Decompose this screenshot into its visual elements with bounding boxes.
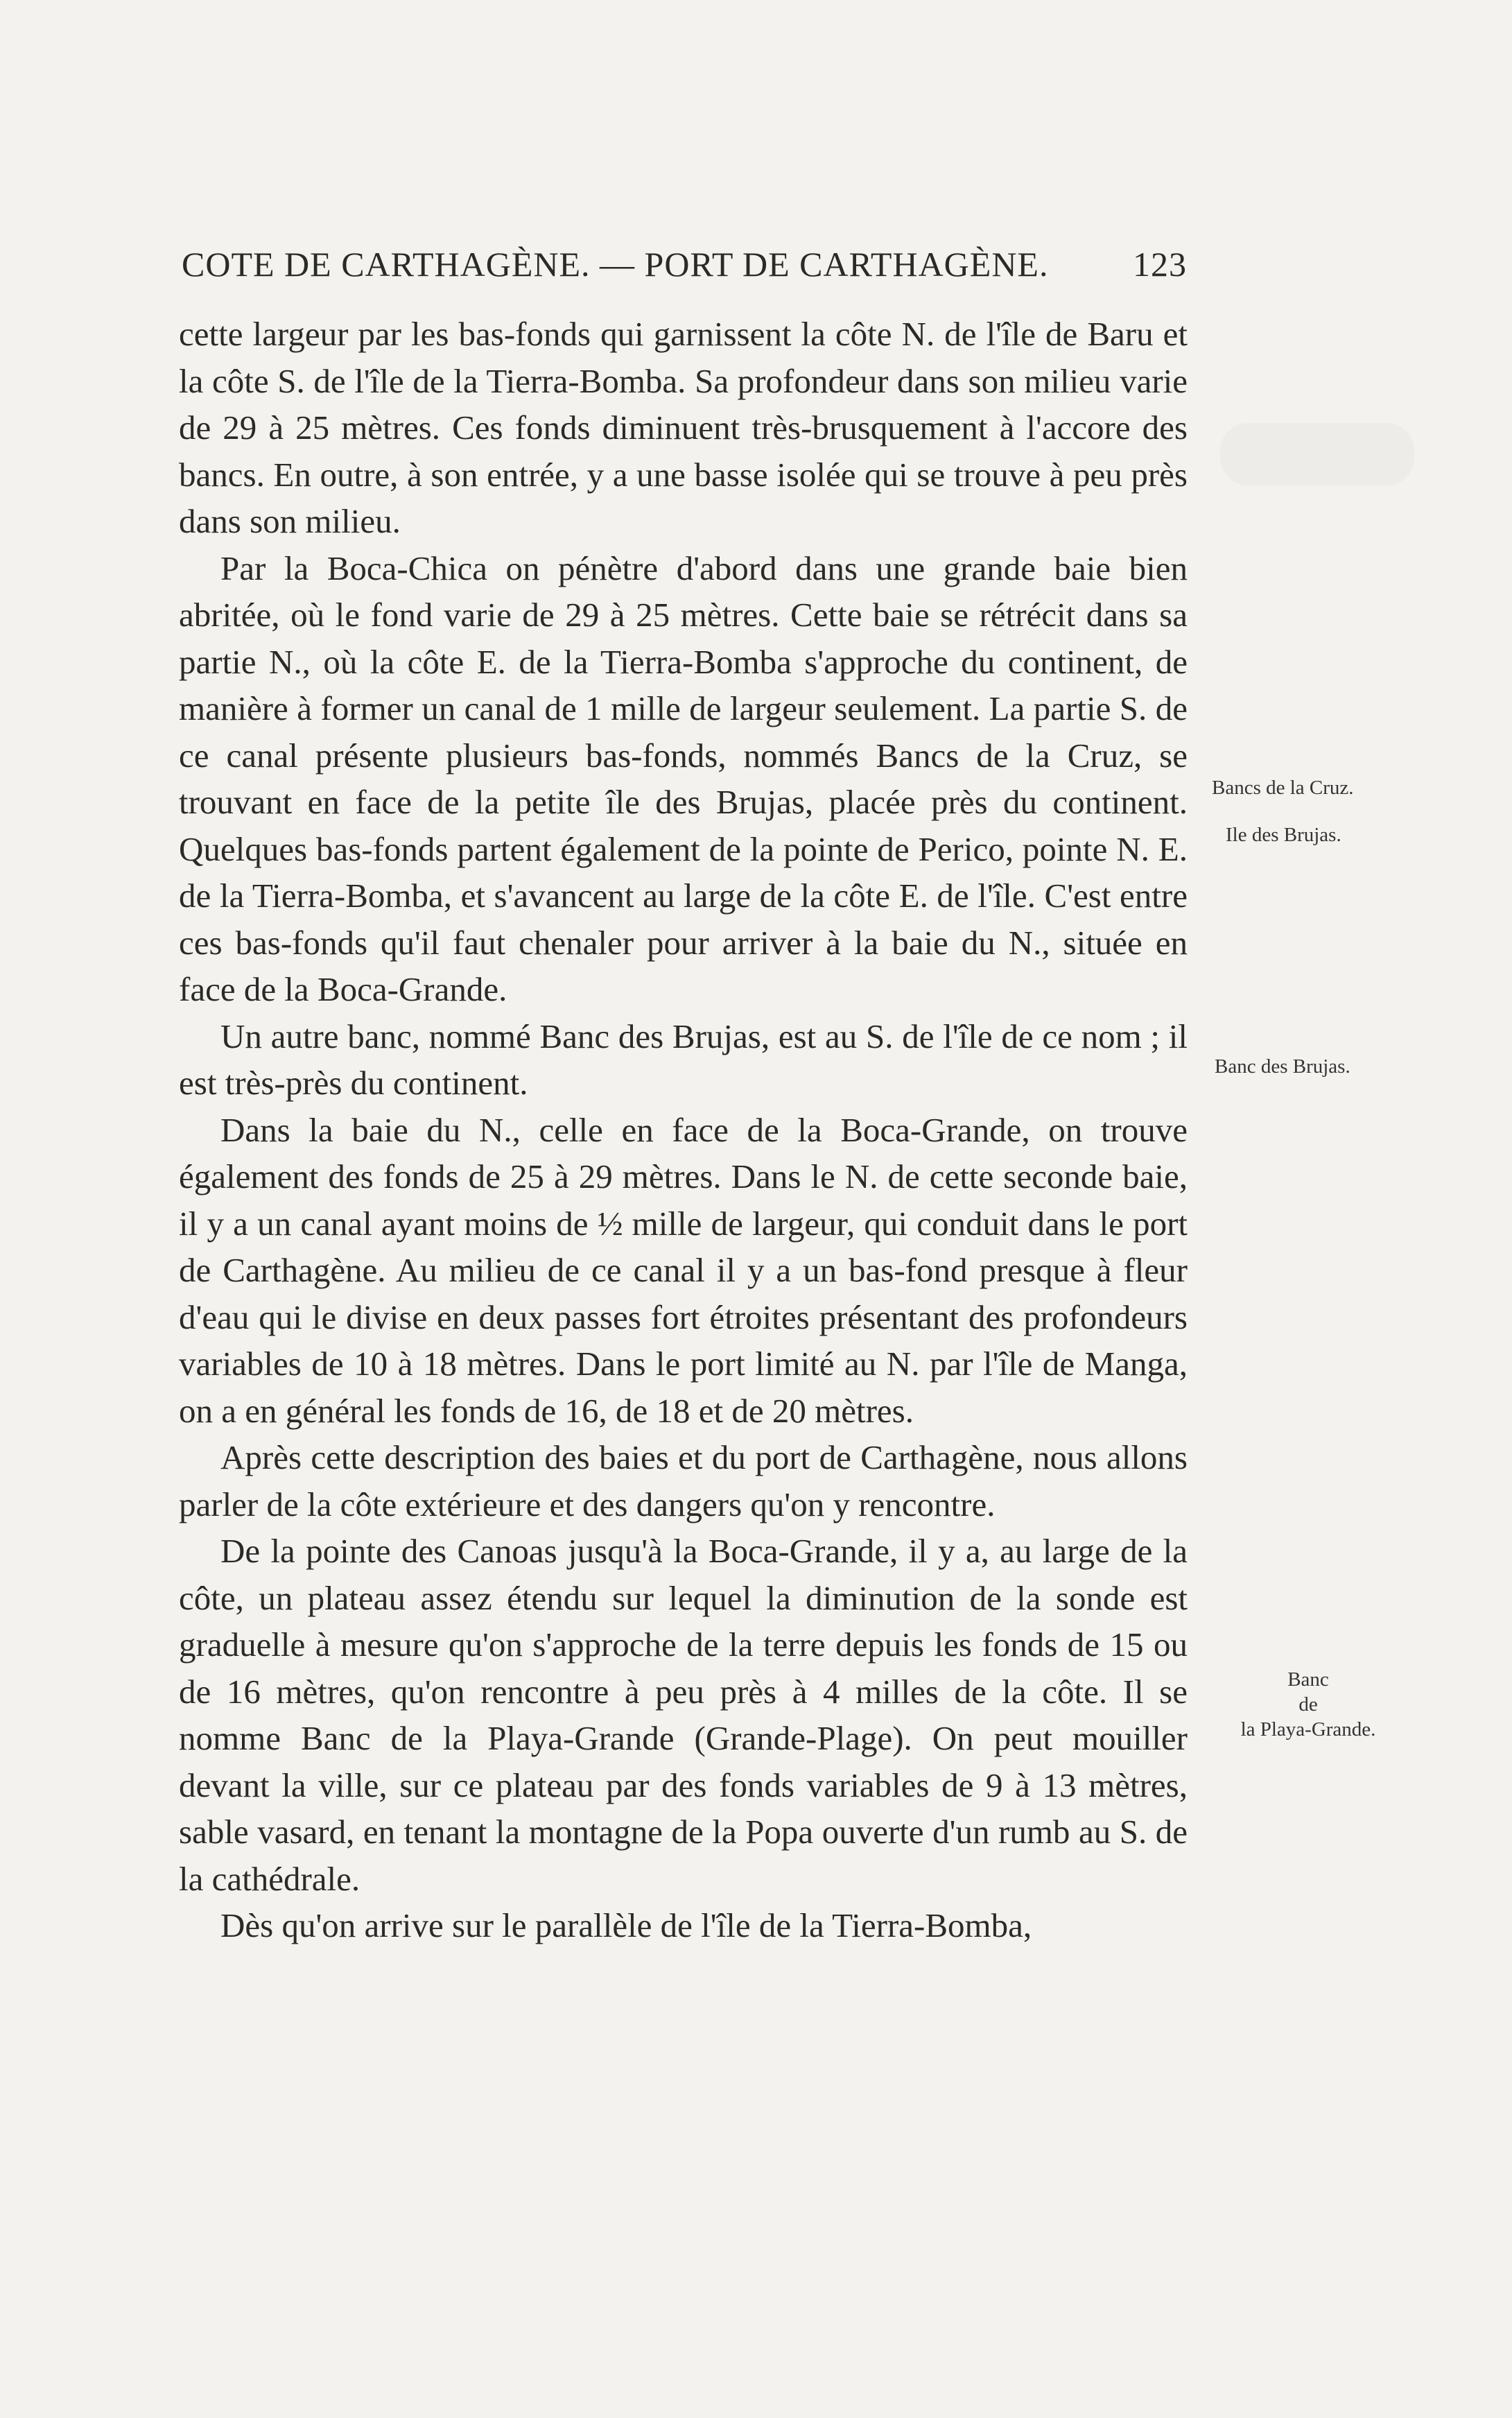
page-number: 123: [1133, 245, 1187, 284]
running-header: [182, 244, 1187, 293]
paragraph: Après cette description des baies et du port de Carthagène, nous allons parler de la côte extérieure et des dangers qu'on y rencontre.: [179, 1438, 1188, 1523]
margin-note-ile-brujas: Ile des Brujas.: [1226, 824, 1341, 846]
margin-note-banc-playa-grande: [1215, 1667, 1402, 1742]
paragraph: cette largeur par les bas-fonds qui garnissent la côte N. de l'île de Baru et la côte S. de l'île de la Tierra-Bomba. Sa profondeur dans son milieu varie de 29 à 25 mètres. Ces fonds diminuent très-brusquement à l'accore des bancs. En outre, à son entrée, y a une basse isolée qui se trouve à peu près dans son milieu.: [179, 315, 1188, 540]
margin-note-line: Banc: [1287, 1668, 1329, 1691]
paragraph: Par la Boca-Chica on pénètre d'abord dans une grande baie bien abritée, où le fond varie de 29 à 25 mètres. Cette baie se rétrécit dans sa partie N., où la côte E. de la Tierra-Bomba s'approche du continent, de manière à former un canal de 1 mille de largeur seulement. La partie S. de ce canal présente plusieurs bas-fonds, nommés Bancs de la Cruz, se trouvant en face de la petite île des Brujas, placée près du continent. Quelques bas-fonds partent également de la pointe de Perico, pointe N. E. de la Tierra-Bomba, et s'avancent au large de la côte E. de l'île. C'est entre ces bas-fonds qu'il faut chenaler pour arriver à la baie du N., située en face de la Boca-Grande.: [179, 549, 1188, 1008]
paragraph: Dès qu'on arrive sur le parallèle de l'île de la Tierra-Bomba,: [220, 1906, 1032, 1944]
body-text: [179, 311, 1188, 1949]
paragraph: Un autre banc, nommé Banc des Brujas, est au S. de l'île de ce nom ; il est très-près du continent.: [179, 1017, 1188, 1102]
paragraph: De la pointe des Canoas jusqu'à la Boca-Grande, il y a, au large de la côte, un plateau assez étendu sur lequel la diminution de la sonde est graduelle à mesure qu'on s'approche de la terre depuis les fonds de 15 ou de 16 mètres, qu'on rencontre à peu près à 4 milles de la côte. Il se nomme Banc de la Playa-Grande (Grande-Plage). On peut mouiller devant la ville, sur ce plateau par des fonds variables de 9 à 13 mètres, sable vasard, en tenant la montagne de la Popa ouverte d'un rumb au S. de la cathédrale.: [179, 1532, 1188, 1898]
header-title: COTE DE CARTHAGÈNE. — PORT DE CARTHAGÈNE.: [182, 245, 1049, 284]
margin-note-line: la Playa-Grande.: [1240, 1718, 1376, 1741]
paragraph: Dans la baie du N., celle en face de la Boca-Grande, on trouve également des fonds de 25 à 29 mètres. Dans le N. de cette seconde baie, il y a un canal ayant moins de ½ mille de largeur, qui conduit dans le port de Carthagène. Au milieu de ce canal il y a un bas-fond presque à fleur d'eau qui le divise en deux passes fort étroites présentant des profondeurs variables de 10 à 18 mètres. Dans le port limité au N. par l'île de Manga, on a en général les fonds de 16, de 18 et de 20 mètres.: [179, 1110, 1188, 1430]
margin-note-bancs-cruz: Bancs de la Cruz.: [1212, 777, 1354, 799]
margin-note-banc-brujas: Banc des Brujas.: [1215, 1055, 1350, 1078]
margin-note-line: de: [1298, 1693, 1318, 1716]
bleed-through-smudge: [1220, 423, 1414, 485]
